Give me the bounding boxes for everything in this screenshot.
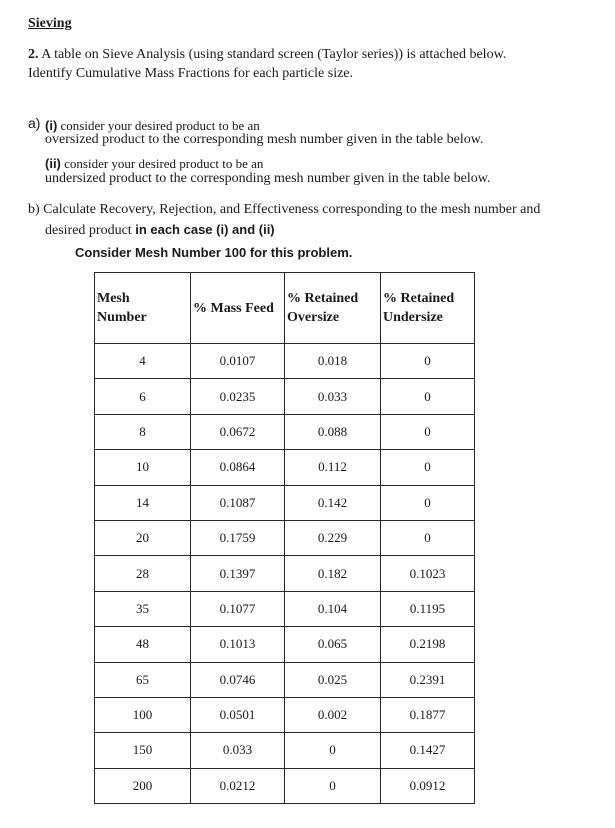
cell-mesh-number: 4 xyxy=(95,344,191,379)
cell-retained-undersize: 0 xyxy=(381,344,475,379)
cell-mass-feed: 0.0746 xyxy=(191,662,285,697)
header-mesh-number xyxy=(95,273,191,344)
part-b-line-2a: desired product xyxy=(45,223,136,238)
cell-mesh-number: 20 xyxy=(95,520,191,555)
cell-retained-oversize: 0.018 xyxy=(285,344,381,379)
table-row xyxy=(95,556,475,591)
cell-mesh-number: 28 xyxy=(95,556,191,591)
table-row xyxy=(95,733,475,768)
cell-mesh-number: 200 xyxy=(95,768,191,803)
cell-retained-oversize: 0.112 xyxy=(285,450,381,485)
header-undersize-line-2: Undersize xyxy=(383,310,443,325)
cell-mesh-number: 8 xyxy=(95,414,191,449)
cell-mesh-number: 6 xyxy=(95,379,191,414)
header-retained-undersize xyxy=(381,273,475,344)
header-undersize-line-1: % Retained xyxy=(383,291,455,306)
sieve-analysis-table xyxy=(94,272,475,804)
cell-retained-undersize: 0 xyxy=(381,520,475,555)
cell-retained-oversize: 0.088 xyxy=(285,414,381,449)
cell-retained-oversize: 0.182 xyxy=(285,556,381,591)
cell-mass-feed: 0.0501 xyxy=(191,697,285,732)
header-mesh-line-2: Number xyxy=(97,310,147,325)
cell-mass-feed: 0.1397 xyxy=(191,556,285,591)
part-b-line-2b: in each case (i) and (ii) xyxy=(135,222,275,237)
part-b-text xyxy=(28,200,608,241)
cell-retained-undersize: 0.1427 xyxy=(381,733,475,768)
cell-mass-feed: 0.0672 xyxy=(191,414,285,449)
cell-retained-oversize: 0.002 xyxy=(285,697,381,732)
cell-retained-oversize: 0 xyxy=(285,768,381,803)
cell-retained-undersize: 0.1195 xyxy=(381,591,475,626)
cell-retained-undersize: 0 xyxy=(381,379,475,414)
cell-retained-undersize: 0.0912 xyxy=(381,768,475,803)
part-a-i-text-1: consider your desired product to be an xyxy=(60,118,260,133)
question-text xyxy=(28,45,598,83)
cell-mesh-number: 48 xyxy=(95,627,191,662)
cell-mesh-number: 150 xyxy=(95,733,191,768)
cell-mass-feed: 0.0212 xyxy=(191,768,285,803)
table-header-row xyxy=(95,273,475,344)
cell-retained-oversize: 0.033 xyxy=(285,379,381,414)
table-row xyxy=(95,697,475,732)
cell-mass-feed: 0.0864 xyxy=(191,450,285,485)
cell-retained-undersize: 0.2198 xyxy=(381,627,475,662)
header-mass-feed xyxy=(191,273,285,344)
cell-retained-oversize: 0.025 xyxy=(285,662,381,697)
section-title: Sieving xyxy=(28,16,72,31)
cell-mesh-number: 10 xyxy=(95,450,191,485)
cell-retained-oversize: 0.229 xyxy=(285,520,381,555)
question-line-2: Identify Cumulative Mass Fractions for each particle size. xyxy=(28,66,354,81)
cell-mass-feed: 0.0107 xyxy=(191,344,285,379)
header-retained-oversize xyxy=(285,273,381,344)
part-a-i-text-2: oversized product to the corresponding mesh number given in the table below. xyxy=(45,132,484,147)
cell-mesh-number: 14 xyxy=(95,485,191,520)
table-row xyxy=(95,768,475,803)
cell-retained-oversize: 0.065 xyxy=(285,627,381,662)
cell-retained-undersize: 0.1877 xyxy=(381,697,475,732)
cell-retained-undersize: 0 xyxy=(381,450,475,485)
header-mesh-line-1: Mesh xyxy=(97,291,130,306)
part-a-i-label: (i) xyxy=(45,118,58,133)
table-row xyxy=(95,450,475,485)
cell-mass-feed: 0.1077 xyxy=(191,591,285,626)
cell-retained-undersize: 0 xyxy=(381,485,475,520)
table-row xyxy=(95,379,475,414)
table-row xyxy=(95,485,475,520)
cell-mass-feed: 0.1013 xyxy=(191,627,285,662)
question-line-1: A table on Sieve Analysis (using standard screen (Taylor series)) is attached below. xyxy=(41,47,507,62)
header-oversize-line-1: % Retained xyxy=(287,291,359,306)
header-oversize-line-2: Oversize xyxy=(287,310,340,325)
cell-retained-oversize: 0 xyxy=(285,733,381,768)
consider-note: Consider Mesh Number 100 for this problem. xyxy=(75,245,353,260)
question-number: 2. xyxy=(28,47,39,62)
table-row xyxy=(95,591,475,626)
cell-retained-oversize: 0.104 xyxy=(285,591,381,626)
cell-mesh-number: 100 xyxy=(95,697,191,732)
part-a-ii-heading xyxy=(45,156,263,172)
cell-mesh-number: 65 xyxy=(95,662,191,697)
cell-retained-oversize: 0.142 xyxy=(285,485,381,520)
cell-retained-undersize: 0.1023 xyxy=(381,556,475,591)
part-a-ii-text-2: undersized product to the corresponding mesh number given in the table below. xyxy=(45,171,491,186)
part-a-ii-text-1: consider your desired product to be an xyxy=(64,156,264,171)
header-mass-feed-label: % Mass Feed xyxy=(193,300,274,316)
cell-mass-feed: 0.033 xyxy=(191,733,285,768)
table-row xyxy=(95,520,475,555)
cell-retained-undersize: 0 xyxy=(381,414,475,449)
cell-mass-feed: 0.1087 xyxy=(191,485,285,520)
table-row xyxy=(95,344,475,379)
part-b-line-1: b) Calculate Recovery, Rejection, and Effectiveness corresponding to the mesh number and xyxy=(28,202,541,217)
cell-retained-undersize: 0.2391 xyxy=(381,662,475,697)
cell-mass-feed: 0.1759 xyxy=(191,520,285,555)
cell-mesh-number: 35 xyxy=(95,591,191,626)
part-a-ii-label: (ii) xyxy=(45,156,61,171)
table-row xyxy=(95,627,475,662)
table-body xyxy=(95,344,475,804)
table-row xyxy=(95,662,475,697)
cell-mass-feed: 0.0235 xyxy=(191,379,285,414)
table-row xyxy=(95,414,475,449)
part-a-label: a) xyxy=(28,115,41,131)
